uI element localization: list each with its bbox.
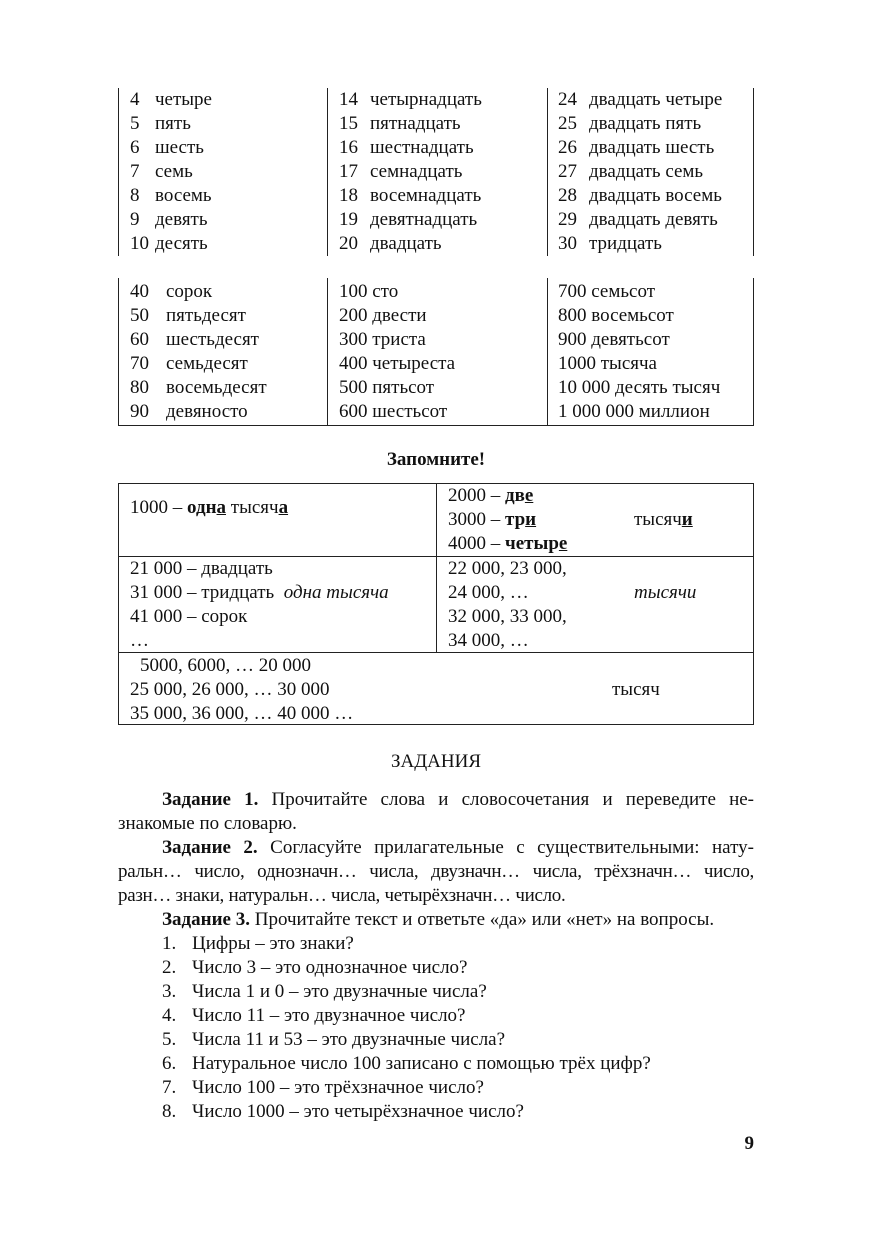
remember-row2-line2: 31 000 – тридцать одна тысяча: [130, 582, 389, 603]
list-item: 8 восемь: [130, 185, 212, 206]
remember-row2-line3: 41 000 – сорок: [130, 606, 248, 627]
list-item: 8. Число 1000 – это четырёхзначное число?: [162, 1101, 524, 1122]
task-1-line1: Задание 1. Прочитайте слова и словосочетания и переведите не-: [162, 789, 755, 810]
task-1-line2: знакомые по словарю.: [118, 813, 297, 834]
remember-row1-line2: 3000 – три: [448, 509, 537, 530]
list-item: 9 девять: [130, 209, 208, 230]
list-item: 19 девятнадцать: [339, 209, 478, 230]
list-item: 7. Число 100 – это трёхзначное число?: [162, 1077, 484, 1098]
remember-row1-left: 1000 – одна тысяча: [130, 497, 289, 518]
list-item: 6. Натуральное число 100 записано с помощью трёх цифр?: [162, 1053, 651, 1074]
remember-row2-right-line2: 24 000, …: [448, 582, 529, 603]
remember-row1-word: тысячи: [634, 509, 693, 530]
list-item: 600 шестьсот: [339, 401, 448, 422]
remember-row2-right-line4: 34 000, …: [448, 630, 529, 651]
table-divider: [753, 278, 754, 425]
remember-row3-line1: 5000, 6000, … 20 000: [140, 655, 311, 676]
list-item: 80 восемьдесят: [130, 377, 267, 398]
list-item: 400 четыреста: [339, 353, 456, 374]
list-item: 16 шестнадцать: [339, 137, 474, 158]
list-item: 10 000 десять тысяч: [558, 377, 721, 398]
list-item: 27 двадцать семь: [558, 161, 704, 182]
remember-row3-line3: 35 000, 36 000, … 40 000 …: [130, 703, 354, 724]
list-item: 4. Число 11 – это двузначное число?: [162, 1005, 466, 1026]
list-item: 300 триста: [339, 329, 426, 350]
list-item: 100 сто: [339, 281, 399, 302]
list-item: 90 девяносто: [130, 401, 248, 422]
list-item: 1000 тысяча: [558, 353, 657, 374]
remember-row1-line1: 2000 – две: [448, 485, 534, 506]
task-2-line2: ральн… число, однозначн… числа, двузначн… числа, трёхзначн… число,: [118, 861, 754, 882]
list-item: 20 двадцать: [339, 233, 442, 254]
list-item: 900 девятьсот: [558, 329, 670, 350]
task-2-line1: Задание 2. Согласуйте прилагательные с существительными: нату-: [162, 837, 755, 858]
remember-row2-line4: …: [130, 630, 149, 651]
remember-row3-word: тысяч: [612, 679, 660, 700]
task-3-line1: Задание 3. Прочитайте текст и ответьте «да» или «нет» на вопросы.: [162, 909, 715, 930]
list-item: 26 двадцать шесть: [558, 137, 715, 158]
list-item: 40 сорок: [130, 281, 213, 302]
list-item: 29 двадцать девять: [558, 209, 718, 230]
remember-row2-word: тысячи: [634, 582, 697, 603]
page-number: 9: [744, 1133, 754, 1154]
table-divider: [118, 278, 119, 425]
list-item: 50 пятьдесят: [130, 305, 246, 326]
list-item: 1 000 000 миллион: [558, 401, 710, 422]
list-item: 2. Число 3 – это однозначное число?: [162, 957, 468, 978]
section-heading: Запомните!: [386, 449, 486, 470]
list-item: 5 пять: [130, 113, 191, 134]
table-border: [118, 483, 119, 725]
remember-row1-line3: 4000 – четыре: [448, 533, 568, 554]
list-item: 17 семнадцать: [339, 161, 463, 182]
list-item: 800 восемьсот: [558, 305, 674, 326]
list-item: 7 семь: [130, 161, 193, 182]
list-item: 14 четырнадцать: [339, 89, 482, 110]
table-divider: [547, 88, 548, 256]
table-divider: [118, 88, 119, 256]
list-item: 15 пятнадцать: [339, 113, 461, 134]
list-item: 10 десять: [130, 233, 208, 254]
list-item: 60 шестьдесят: [130, 329, 259, 350]
remember-row2-right-line1: 22 000, 23 000,: [448, 558, 567, 579]
list-item: 18 восемнадцать: [339, 185, 482, 206]
list-item: 700 семьсот: [558, 281, 656, 302]
list-item: 500 пятьсот: [339, 377, 435, 398]
task-2-line3: разн… знаки, натуральн… числа, четырёхзначн… число.: [118, 885, 566, 906]
remember-row2-right-line3: 32 000, 33 000,: [448, 606, 567, 627]
list-item: 6 шесть: [130, 137, 204, 158]
table-divider: [547, 278, 548, 425]
table-border: [753, 483, 754, 725]
table-divider: [436, 483, 437, 653]
table-border: [118, 425, 754, 426]
list-item: 4 четыре: [130, 89, 212, 110]
list-item: 28 двадцать восемь: [558, 185, 722, 206]
remember-row2-line1: 21 000 – двадцать: [130, 558, 273, 579]
list-item: 25 двадцать пять: [558, 113, 702, 134]
tasks-heading: ЗАДАНИЯ: [390, 751, 482, 772]
table-divider: [753, 88, 754, 256]
list-item: 24 двадцать четыре: [558, 89, 723, 110]
list-item: 200 двести: [339, 305, 427, 326]
list-item: 5. Числа 11 и 53 – это двузначные числа?: [162, 1029, 506, 1050]
table-divider: [327, 278, 328, 425]
table-divider: [327, 88, 328, 256]
list-item: 3. Числа 1 и 0 – это двузначные числа?: [162, 981, 487, 1002]
remember-row3-line2: 25 000, 26 000, … 30 000: [130, 679, 330, 700]
list-item: 30 тридцать: [558, 233, 662, 254]
list-item: 70 семьдесят: [130, 353, 248, 374]
list-item: 1. Цифры – это знаки?: [162, 933, 354, 954]
